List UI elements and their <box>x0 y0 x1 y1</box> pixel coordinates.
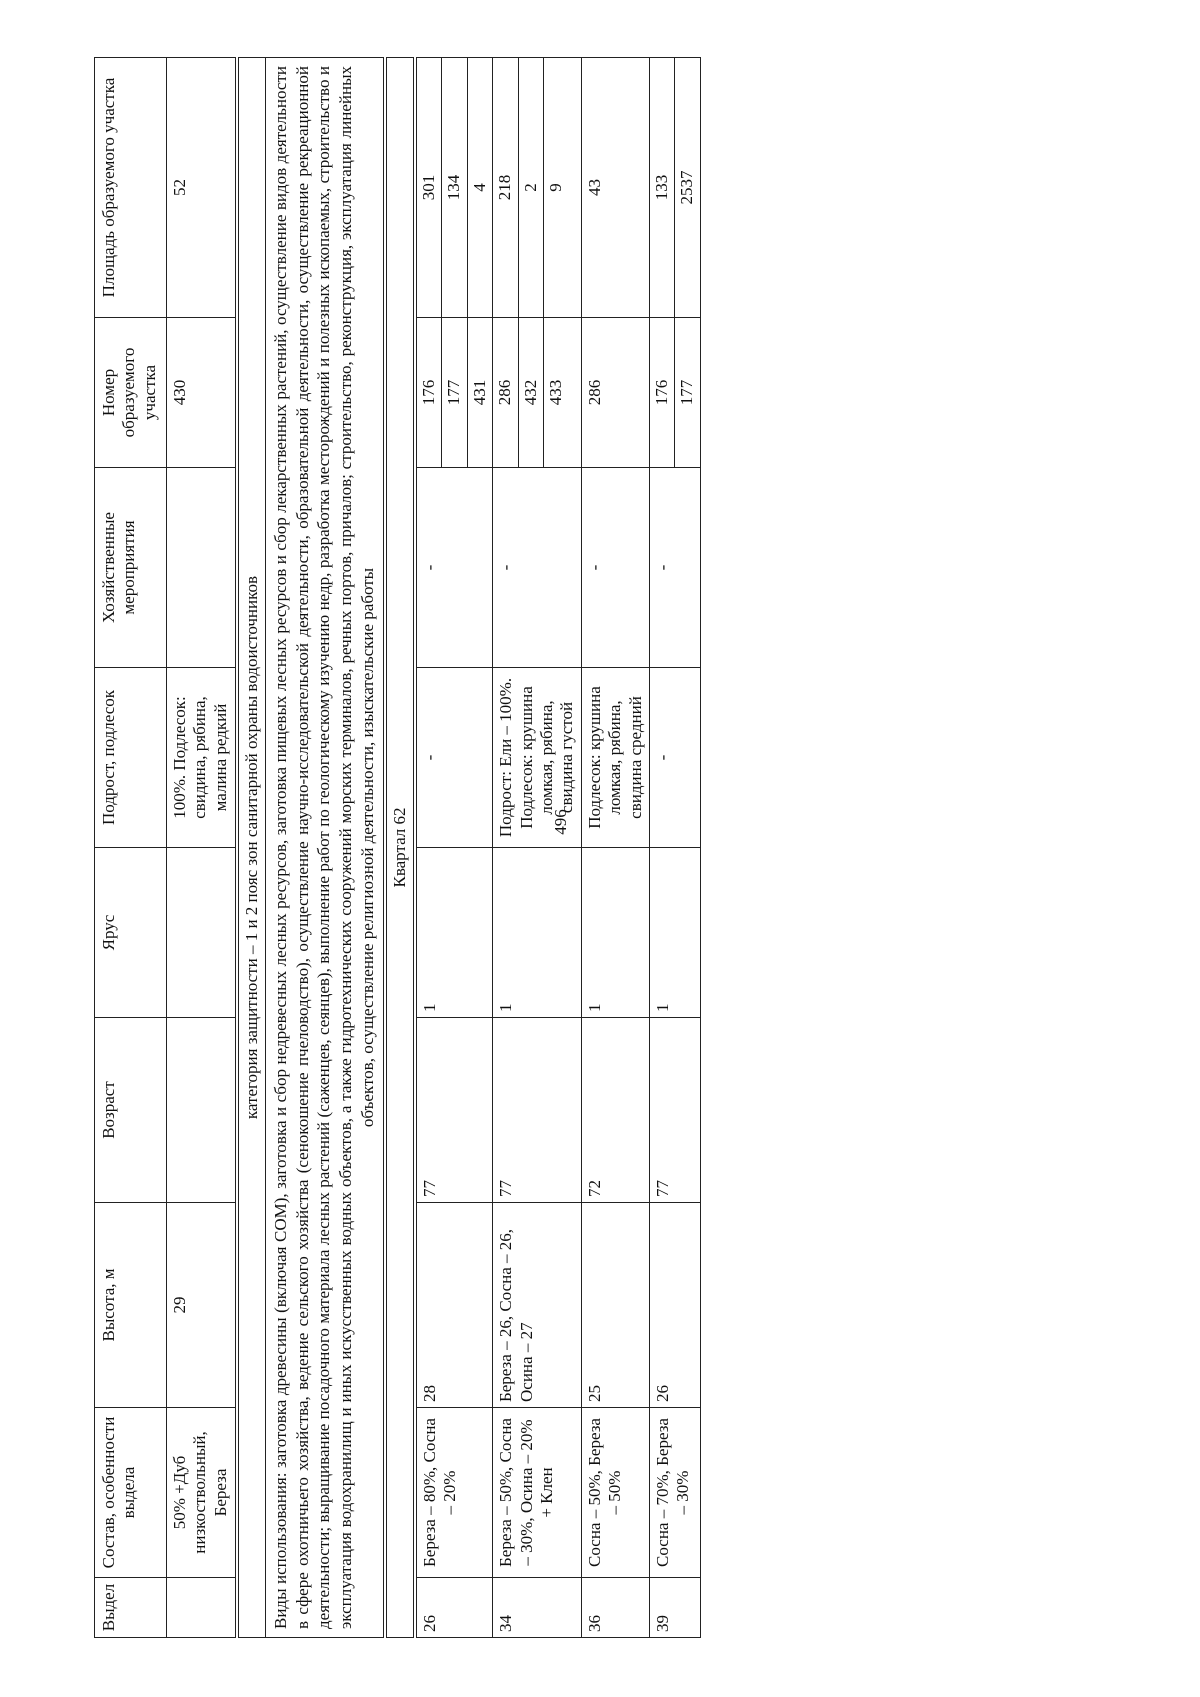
cell-meropriyatiya <box>167 468 237 668</box>
sub-ploshchad: 301 <box>417 58 442 317</box>
cell-yarus: 1 <box>493 848 582 1018</box>
cell-sostav: Береза – 50%, Сосна – 30%, Осина – 20% + Клен <box>493 1408 582 1578</box>
header-row <box>95 58 167 1638</box>
cell-meropriyatiya: - <box>649 468 700 668</box>
cell-nomer: 430 <box>167 318 237 468</box>
cell-vydel: 39 <box>649 1578 700 1638</box>
header-vysota: Высота, м <box>95 1203 167 1408</box>
cell-vydel: 34 <box>493 1578 582 1638</box>
header-sostav: Состав, особенности выдела <box>95 1408 167 1578</box>
sub-nomer: 432 <box>519 318 544 467</box>
table-row-previous <box>167 58 237 1638</box>
sub-ploshchad: 4 <box>469 183 489 192</box>
sub-nomer: 176 <box>650 318 675 467</box>
table-row <box>649 58 700 1638</box>
cell-vysota: 26 <box>649 1203 700 1408</box>
sub-ploshchad: 134 <box>442 58 467 317</box>
cell-yarus <box>167 848 237 1018</box>
cell-meropriyatiya: - <box>581 468 649 668</box>
cell-ploshchad <box>493 58 582 318</box>
cell-ploshchad: 43 <box>581 58 649 318</box>
cell-ploshchad: 52 <box>167 58 237 318</box>
header-vydel: Выдел <box>95 1578 167 1638</box>
cell-podrost: Подрост: Ели – 100%. Подлесок: крушина ломкая, рябина, свидина густой <box>493 668 582 848</box>
header-nomer: Номер образуемого участка <box>95 318 167 468</box>
cell-podrost: 100%. Подлесок: свидина, рябина, малина редкий <box>167 668 237 848</box>
cell-vysota: 28 <box>415 1203 493 1408</box>
cell-nomer <box>649 318 700 468</box>
forest-plot-table <box>94 57 701 1638</box>
category-text: категория защитности – 1 и 2 пояс зон санитарной охраны водоисточников <box>237 58 266 1638</box>
kvartal-row <box>385 58 415 1638</box>
cell-vydel: 36 <box>581 1578 649 1638</box>
rotated-table-wrapper <box>94 58 789 1638</box>
cell-podrost: Подлесок: крушина ломкая, рябина, свидина средний <box>581 668 649 848</box>
cell-vysota: 25 <box>581 1203 649 1408</box>
cell-vydel <box>167 1578 237 1638</box>
usage-row <box>265 58 384 1638</box>
cell-yarus: 1 <box>415 848 493 1018</box>
cell-vydel: 26 <box>415 1578 493 1638</box>
cell-podrost: - <box>415 668 493 848</box>
usage-text: Виды использования: заготовка древесины (включая СОМ), заготовка и сбор недревесных лесных ресурсов, заготовка пищевых лесных ресурсов и сбор лекарственных растений, осуществление видов деятельности в сфере охотничьего хозяйства, ведение сельского хозяйства (сенокошение пчеловодство), осуществление научно-исследовательской деятельности, образовательной деятельности, осуществление рекреационной деятельности; выращивание посадочного материала лесных растений (саженцев, сеянцев), выполнение работ по геологическому изучению недр, разработка месторождений и полезных ископаемых, строительство и эксплуатация водохранилищ и иных искусственных водных объектов, а также гидротехнических сооружений морских терминалов, речных портов, причалов; строительство, реконструкция, эксплуатация линейных объектов, осуществление религиозной деятельности, изыскательские работы <box>265 58 384 1638</box>
sub-nomer: 286 <box>493 318 518 467</box>
sub-nomer: 176 <box>417 318 442 467</box>
header-meropriyatiya: Хозяйственные мероприятия <box>95 468 167 668</box>
cell-sostav: Сосна – 50%, Береза – 50% <box>581 1408 649 1578</box>
kvartal-title: Квартал 62 <box>385 58 415 1638</box>
cell-vysota: 29 <box>167 1203 237 1408</box>
sub-ploshchad: 2537 <box>677 170 697 205</box>
sub-ploshchad: 218 <box>493 58 518 317</box>
cell-sostav: 50% +Дуб низкоствольный, Береза <box>167 1408 237 1578</box>
category-row <box>237 58 266 1638</box>
sub-ploshchad: 9 <box>545 183 565 192</box>
sub-nomer: 177 <box>677 379 697 406</box>
cell-vozrast: 72 <box>581 1018 649 1203</box>
cell-vozrast: 77 <box>415 1018 493 1203</box>
page-number: 496 <box>550 809 570 835</box>
header-vozrast: Возраст <box>95 1018 167 1203</box>
cell-sostav: Сосна – 70%, Береза – 30% <box>649 1408 700 1578</box>
cell-yarus: 1 <box>581 848 649 1018</box>
header-podrost: Подрост, подлесок <box>95 668 167 848</box>
cell-vozrast: 77 <box>493 1018 582 1203</box>
cell-nomer <box>493 318 582 468</box>
cell-vysota: Береза – 26, Сосна – 26, Осина – 27 <box>493 1203 582 1408</box>
sub-nomer: 433 <box>545 379 565 406</box>
cell-vozrast: 77 <box>649 1018 700 1203</box>
table-row <box>581 58 649 1638</box>
table-row <box>493 58 582 1638</box>
cell-ploshchad <box>649 58 700 318</box>
cell-ploshchad <box>415 58 493 318</box>
table-row <box>415 58 493 1638</box>
sub-ploshchad: 133 <box>650 58 675 317</box>
cell-vozrast <box>167 1018 237 1203</box>
sub-ploshchad: 2 <box>519 58 544 317</box>
sub-nomer: 431 <box>469 379 489 406</box>
cell-yarus: 1 <box>649 848 700 1018</box>
header-yarus: Ярус <box>95 848 167 1018</box>
cell-podrost: - <box>649 668 700 848</box>
header-ploshchad: Площадь образуемого участка <box>95 58 167 318</box>
cell-meropriyatiya: - <box>415 468 493 668</box>
sub-nomer: 177 <box>442 318 467 467</box>
cell-nomer <box>415 318 493 468</box>
cell-sostav: Береза – 80%, Сосна – 20% <box>415 1408 493 1578</box>
cell-meropriyatiya: - <box>493 468 582 668</box>
cell-nomer: 286 <box>581 318 649 468</box>
